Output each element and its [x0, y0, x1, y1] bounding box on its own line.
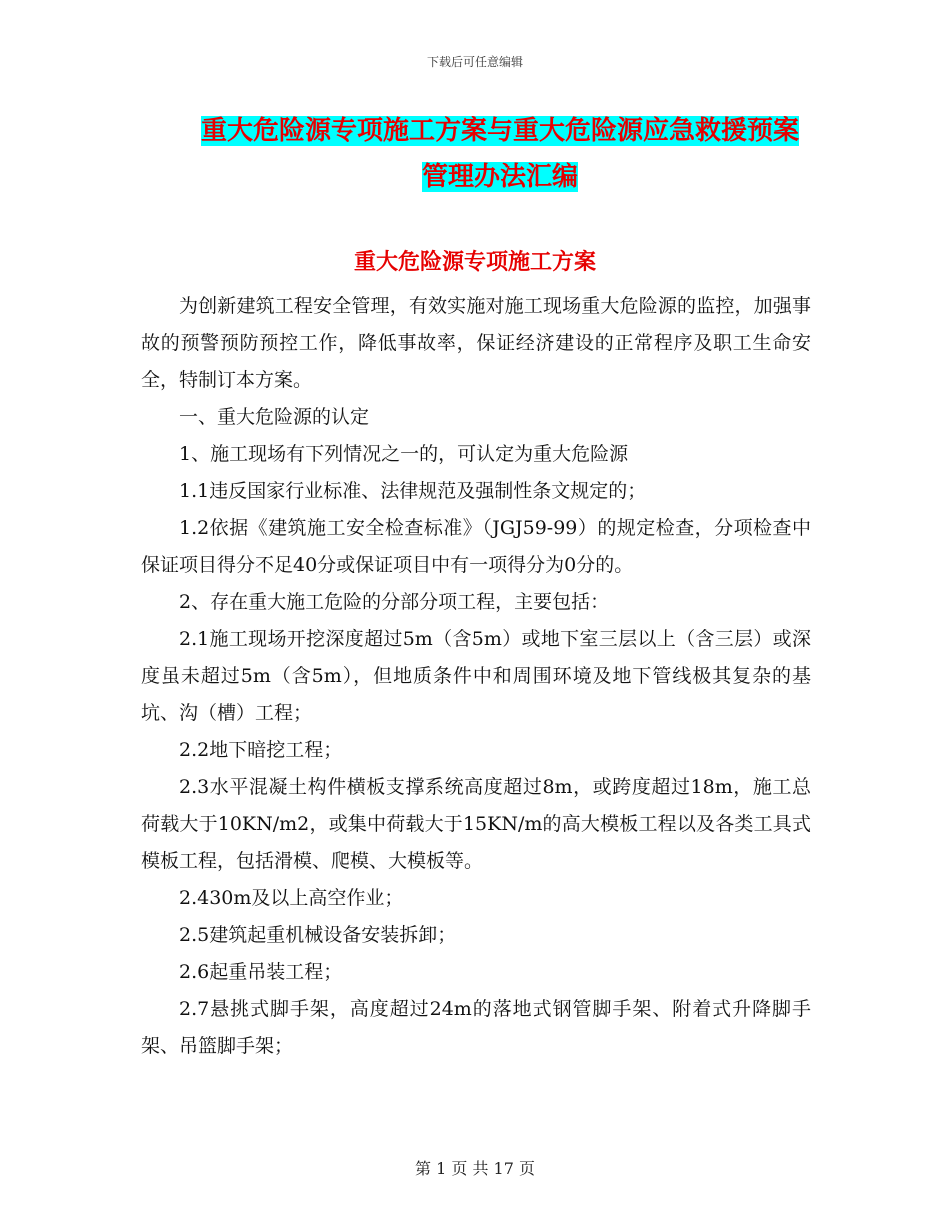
body-paragraph: 2.6起重吊装工程；	[179, 961, 343, 983]
body-paragraph: 1.2依据《建筑施工安全检查标准》（JGJ59-99）的规定检查，分项检查中保证项目得分不足40分或保证项目中有一项得分为0分的。	[141, 517, 811, 576]
body-paragraph: 2.2地下暗挖工程；	[179, 739, 343, 761]
document-title-line-2: 管理办法汇编	[421, 162, 578, 192]
body-paragraph: 2.430m及以上高空作业；	[179, 887, 404, 909]
document-title-line-1: 重大危险源专项施工方案与重大危险源应急救援预案	[200, 116, 799, 146]
body-paragraph: 2、存在重大施工危险的分部分项工程，主要包括：	[179, 591, 610, 613]
document-body	[141, 288, 811, 1065]
page-header: 下载后可任意编辑	[426, 55, 523, 69]
body-paragraph: 1.1违反国家行业标准、法律规范及强制性条文规定的；	[179, 480, 647, 502]
page-footer: 第 1 页 共 17 页	[415, 1159, 535, 1178]
body-paragraph: 2.7悬挑式脚手架，高度超过24m的落地式钢管脚手架、附着式升降脚手架、吊篮脚手架；	[141, 998, 811, 1057]
body-paragraph: 一、重大危险源的认定	[179, 406, 370, 428]
body-paragraph: 1、施工现场有下列情况之一的，可认定为重大危险源	[179, 443, 629, 465]
body-paragraph: 2.1施工现场开挖深度超过5m（含5m）或地下室三层以上（含三层）或深度虽未超过5m（含5m），但地质条件中和周围环境及地下管线极其复杂的基坑、沟（槽）工程；	[141, 628, 811, 724]
document-title	[140, 108, 860, 200]
section-title: 重大危险源专项施工方案	[353, 250, 596, 275]
body-paragraph: 2.5建筑起重机械设备安装拆卸；	[179, 924, 457, 946]
body-paragraph: 为创新建筑工程安全管理，有效实施对施工现场重大危险源的监控，加强事故的预警预防预控工作，降低事故率，保证经济建设的正常程序及职工生命安全，特制订本方案。	[141, 295, 811, 391]
body-paragraph: 2.3水平混凝土构件横板支撑系统高度超过8m，或跨度超过18m，施工总荷载大于10KN/m2，或集中荷载大于15KN/m的高大模板工程以及各类工具式模板工程，包括滑模、爬模、大模板等。	[141, 776, 811, 872]
